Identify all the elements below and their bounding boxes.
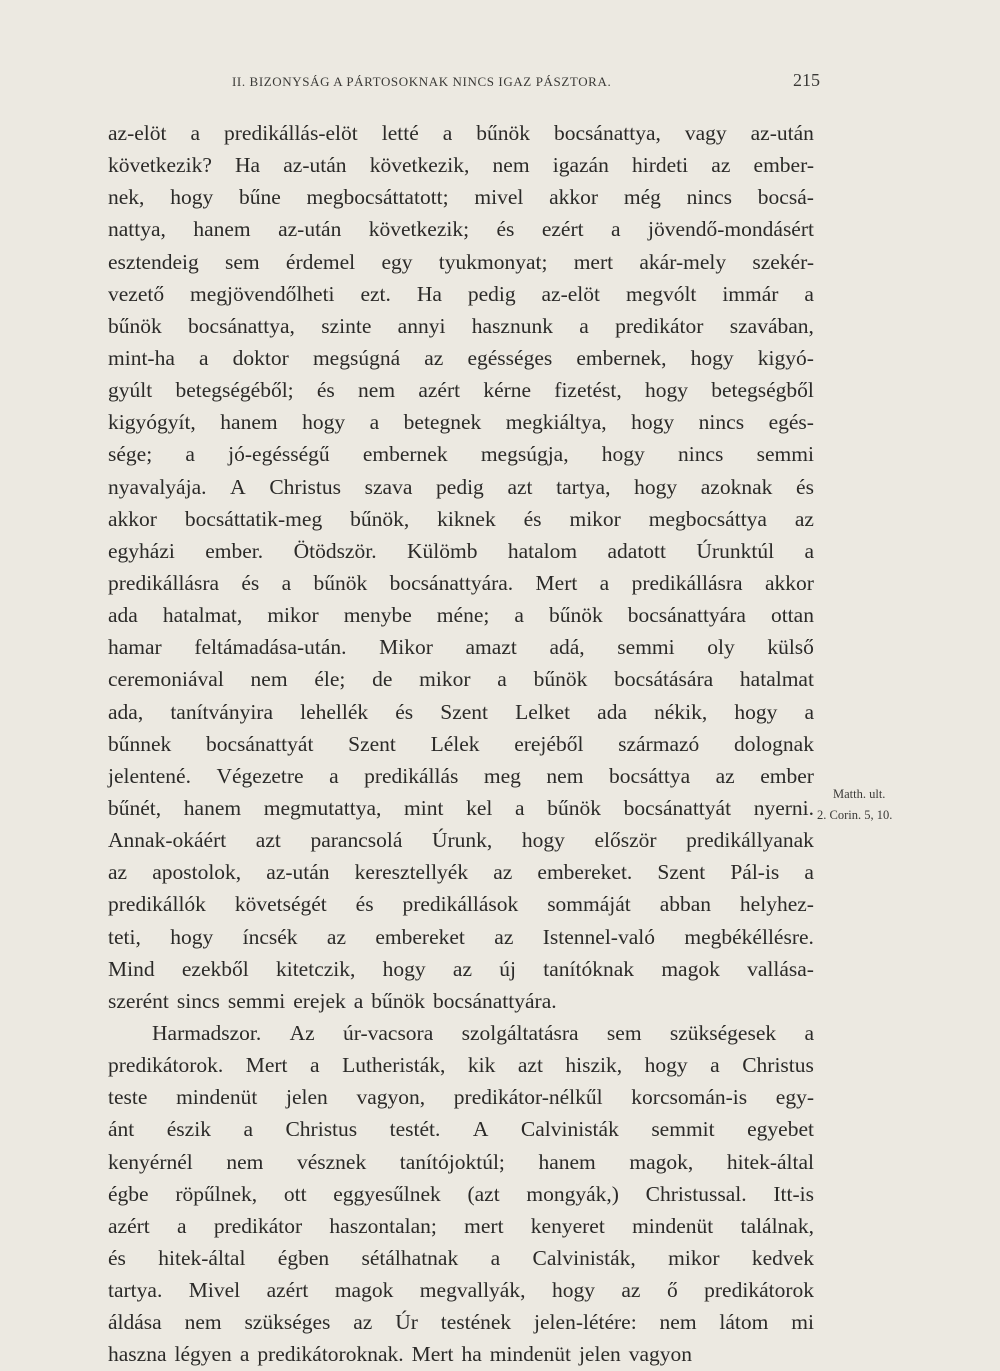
page-number: 215	[793, 70, 820, 90]
text-line: szerént sincs semmi erejek a bűnök bocsánattyára.	[108, 988, 557, 1013]
text-line: teste mindenüt jelen vagyon, predikátor-nélkűl korcsomán-is egy-	[108, 1085, 814, 1110]
running-title: II. BIZONYSÁG A PÁRTOSOKNAK NINCS IGAZ PÁSZTORA.	[232, 74, 612, 89]
text-line: bűnnek bocsánattyát Szent Lélek erejéből származó dolognak	[108, 731, 814, 756]
text-line: kigyógyít, hanem hogy a betegnek megkiáltya, hogy nincs egés-	[108, 410, 814, 435]
text-line: predikállók követségét és predikállások sommáját abban helyhez-	[108, 892, 814, 917]
text-line: Mind ezekből kitetczik, hogy az új tanítóknak magok vallása-	[108, 956, 814, 981]
text-line: kenyérnél nem vésznek tanítójoktúl; hanem magok, hitek-által	[108, 1149, 814, 1174]
text-line: gyúlt betegségéből; és nem azért kérne fizetést, hogy betegségből	[108, 378, 814, 403]
text-line: áldása nem szükséges az Úr testének jelen-létére: nem látom mi	[108, 1310, 814, 1335]
text-line: haszna légyen a predikátoroknak. Mert ha mindenüt jelen vagyon	[108, 1342, 693, 1367]
marginal-note: 2. Corin. 5, 10.	[817, 808, 893, 822]
text-line: ceremoniával nem éle; de mikor a bűnök bocsátására hatalmat	[108, 667, 814, 692]
body-text	[108, 118, 814, 1371]
marginal-note: Matth. ult.	[833, 787, 886, 801]
text-line: Annak-okáért azt parancsolá Úrunk, hogy először predikállyanak	[108, 828, 814, 853]
text-line: sége; a jó-egésségű embernek megsúgja, hogy nincs semmi	[108, 442, 814, 467]
text-line: Harmadszor. Az úr-vacsora szolgáltatásra sem szükségesek a	[152, 1020, 814, 1045]
text-line: egyházi ember. Ötödször. Külömb hatalom adatott Úrunktúl a	[108, 538, 814, 563]
text-line: és hitek-által égben sétálhatnak a Calvinisták, mikor kedvek	[108, 1245, 814, 1270]
text-line: égbe röpűlnek, ott eggyesűlnek (azt mongyák,) Christussal. Itt-is	[108, 1181, 814, 1206]
text-line: predikállásra és a bűnök bocsánattyára. Mert a predikállásra akkor	[108, 570, 814, 595]
text-line: vezető megjövendőlheti ezt. Ha pedig az-elöt megvólt immár a	[108, 281, 814, 306]
text-line: az-elöt a predikállás-elöt letté a bűnök bocsánattya, vagy az-után	[108, 121, 814, 145]
text-line: ada, tanítványira lehellék és Szent Lelket ada nékik, hogy a	[108, 699, 814, 724]
text-line: azért a predikátor haszontalan; mert kenyeret mindenüt találnak,	[108, 1213, 814, 1238]
text-line: teti, hogy íncsék az embereket az Istennel-való megbékéllésre.	[108, 924, 814, 949]
text-line: bűnét, hanem megmutattya, mint kel a bűnök bocsánattyát nyerni.	[108, 795, 814, 820]
text-line: hamar feltámadása-után. Mikor amazt adá, semmi oly külső	[108, 635, 814, 660]
text-line: mint-ha a doktor megsúgná az egésséges embernek, hogy kigyó-	[108, 345, 814, 370]
text-line: predikátorok. Mert a Lutheristák, kik azt hiszik, hogy a Christus	[108, 1053, 814, 1078]
text-line: nyavalyája. A Christus szava pedig azt tartya, hogy azoknak és	[108, 474, 814, 499]
text-line: esztendeig sem érdemel egy tyukmonyat; mert akár-mely szekér-	[108, 249, 814, 274]
text-line: ánt észik a Christus testét. A Calvinisták semmit egyebet	[108, 1117, 814, 1142]
text-line: akkor bocsáttatik-meg bűnök, kiknek és mikor megbocsáttya az	[108, 506, 814, 531]
text-line: jelentené. Végezetre a predikállás meg nem bocsáttya az ember	[108, 763, 814, 788]
text-line: ada hatalmat, mikor menybe méne; a bűnök bocsánattyára ottan	[108, 603, 814, 628]
text-line: következik? Ha az-után következik, nem igazán hirdeti az ember-	[108, 153, 814, 178]
text-line: nek, hogy bűne megbocsáttatott; mivel akkor még nincs bocsá-	[108, 185, 814, 210]
text-line: bűnök bocsánattya, szinte annyi hasznunk a predikátor szavában,	[108, 313, 814, 338]
text-line: az apostolok, az-után keresztellyék az embereket. Szent Pál-is a	[108, 860, 814, 885]
text-line: tartya. Mivel azért magok megvallyák, hogy az ő predikátorok	[108, 1278, 814, 1303]
text-line: nattya, hanem az-után következik; és ezért a jövendő-mondásért	[108, 217, 814, 242]
